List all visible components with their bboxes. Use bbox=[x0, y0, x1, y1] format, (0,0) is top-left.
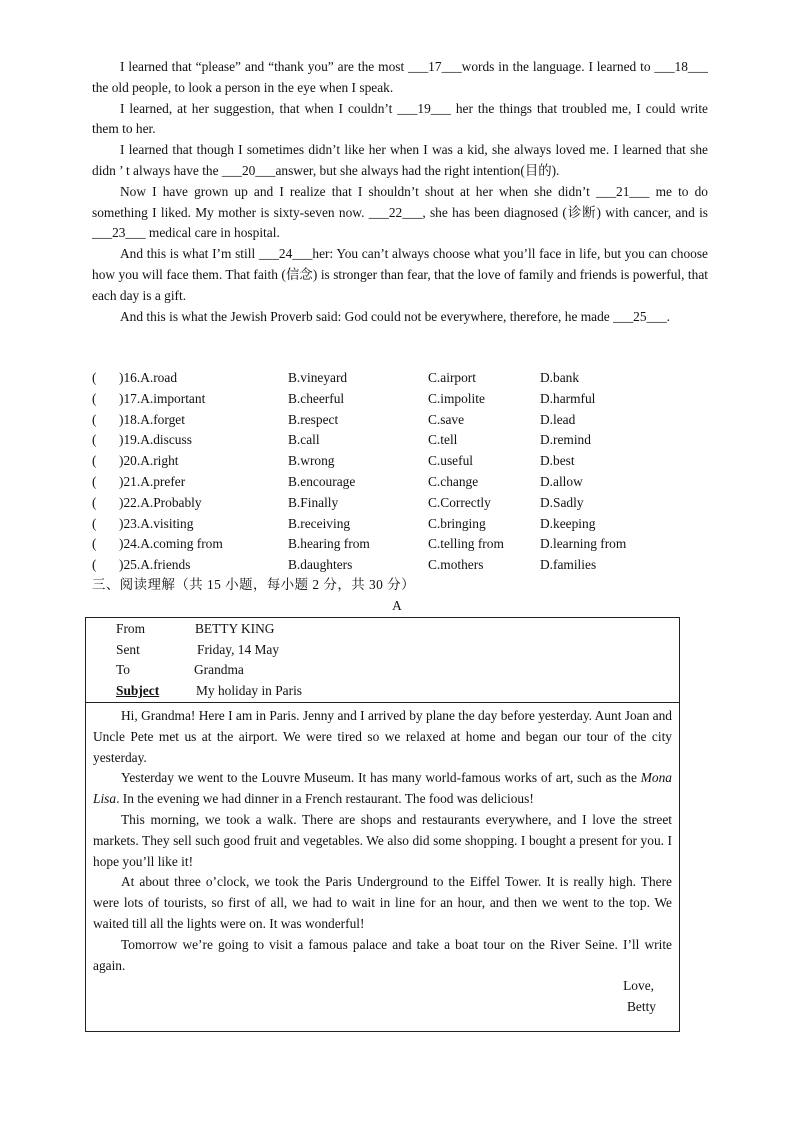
to-value: Grandma bbox=[194, 662, 244, 677]
option-b: B.respect bbox=[288, 411, 339, 427]
from-label: From bbox=[116, 621, 146, 636]
option-c: C.telling from bbox=[428, 536, 504, 552]
subject-value: My holiday in Paris bbox=[196, 683, 303, 698]
option-d: D.best bbox=[540, 453, 575, 469]
option-a bbox=[119, 472, 185, 493]
email-header bbox=[86, 618, 679, 703]
option-a bbox=[119, 514, 193, 535]
email-paragraph: Tomorrow we’re going to visit a famous palace and take a boat tour on the River Seine. I’ll write again. bbox=[93, 936, 672, 973]
option-c: C.impolite bbox=[428, 390, 485, 406]
choice-list bbox=[92, 368, 692, 576]
cloze-paragraph: I learned, at her suggestion, that when I couldn’t ___19___ her the things that troubled me, I could write them to her. bbox=[92, 100, 708, 137]
question-row bbox=[92, 514, 692, 535]
answer-paren[interactable]: ( bbox=[92, 411, 97, 427]
question-row bbox=[92, 430, 692, 451]
option-c: C.useful bbox=[428, 453, 474, 469]
question-row bbox=[92, 410, 692, 431]
cloze-paragraph: I learned that “please” and “thank you” are the most ___17___words in the language. I learned to ___18___ the old people, to look a person in the eye when I speak. bbox=[92, 59, 708, 95]
option-d: D.lead bbox=[540, 411, 576, 427]
question-row bbox=[92, 451, 692, 472]
cloze-paragraph: I learned that though I sometimes didn’t like her when I was a kid, she always loved me. I learned that she didn ’ t always have the ___20___answer, but she always had the right intention(目的). bbox=[92, 142, 708, 178]
section-title: 三、阅读理解（共 15 小题，每小题 2 分，共 30 分） bbox=[92, 577, 415, 592]
email-body bbox=[86, 706, 679, 1018]
option-a-text: A.forget bbox=[140, 411, 185, 427]
option-b: B.receiving bbox=[288, 515, 351, 531]
option-d: D.learning from bbox=[540, 536, 627, 552]
option-a bbox=[119, 389, 205, 410]
email-paragraph: This morning, we took a walk. There are shops and restaurants everywhere, and I love the street markets. They sell such good fruit and vegetables. We also did some shopping. I bought a present for you. I hope you’ll like it! bbox=[93, 811, 672, 869]
answer-paren[interactable]: ( bbox=[92, 536, 97, 552]
option-a bbox=[119, 430, 192, 451]
option-c: C.airport bbox=[428, 370, 476, 385]
option-a-text: A.important bbox=[140, 390, 206, 406]
option-a-text: A.prefer bbox=[140, 473, 186, 489]
option-c: C.save bbox=[428, 411, 465, 427]
option-a bbox=[119, 451, 179, 472]
option-a bbox=[119, 493, 202, 514]
question-row bbox=[92, 534, 692, 555]
question-number: )17. bbox=[119, 390, 141, 406]
option-a bbox=[119, 410, 185, 431]
email-box bbox=[85, 617, 680, 1032]
email-text: . In the evening we had dinner in a French restaurant. The food was delicious! bbox=[116, 791, 534, 807]
option-a-text: A.visiting bbox=[140, 515, 194, 531]
option-d: D.allow bbox=[540, 473, 583, 489]
option-b: B.call bbox=[288, 432, 320, 448]
email-paragraph bbox=[93, 768, 672, 810]
option-a bbox=[119, 368, 177, 389]
cloze-paragraph: Now I have grown up and I realize that I shouldn’t shout at her when she didn’t ___21___ me to do something I liked. My mother is sixty-seven now. ___22___, she has been diagnosed (诊断) with cancer, and is ___23___ medical care in hospital. bbox=[92, 183, 708, 241]
option-c: C.change bbox=[428, 473, 479, 489]
answer-paren[interactable]: ( bbox=[92, 557, 97, 573]
option-c: C.mothers bbox=[428, 557, 484, 573]
option-b: B.encourage bbox=[288, 473, 356, 489]
answer-paren[interactable]: ( bbox=[92, 494, 97, 510]
artwork-title: Mona Lisa bbox=[93, 770, 672, 807]
question-row bbox=[92, 555, 692, 576]
option-d: D.harmful bbox=[540, 390, 596, 406]
subject-label: Subject bbox=[116, 683, 160, 698]
cloze-paragraph: And this is what I’m still ___24___her: You can’t always choose what you’ll face in life, but you can choose how you will face them. That faith (信念) is stronger than fear, that the love of family and friends is powerful, that each day is a gift. bbox=[92, 246, 708, 303]
option-a-text: A.coming from bbox=[140, 536, 223, 552]
email-paragraph: Hi, Grandma! Here I am in Paris. Jenny and I arrived by plane the day before yesterday. Aunt Joan and Uncle Pete met us at the airport. We were tired so we relaxed at home and began our tour of the city yesterday. bbox=[93, 708, 672, 765]
option-b: B.daughters bbox=[288, 557, 353, 573]
option-a-text: A.friends bbox=[140, 557, 191, 573]
option-a bbox=[119, 555, 190, 576]
option-c: C.bringing bbox=[428, 515, 486, 531]
answer-paren[interactable]: ( bbox=[92, 453, 97, 469]
option-d: D.keeping bbox=[540, 515, 596, 531]
question-number: )23. bbox=[119, 515, 141, 531]
option-d: D.remind bbox=[540, 432, 591, 448]
question-number: )24. bbox=[119, 536, 141, 552]
question-row bbox=[92, 493, 692, 514]
email-signature: Betty bbox=[626, 999, 656, 1015]
email-paragraph: At about three o’clock, we took the Paris Underground to the Eiffel Tower. It is really high. There were lots of tourists, so first of all, we had to wait in line for an hour, and then we went to the top. We waited till all the lights were on. It was wonderful! bbox=[93, 874, 672, 931]
answer-paren[interactable]: ( bbox=[92, 473, 97, 489]
answer-paren[interactable]: ( bbox=[92, 370, 97, 385]
option-c: C.Correctly bbox=[428, 494, 491, 510]
to-label: To bbox=[116, 662, 130, 677]
answer-paren[interactable]: ( bbox=[92, 432, 97, 448]
option-b: B.hearing from bbox=[288, 536, 370, 552]
option-a-text: A.discuss bbox=[140, 432, 192, 448]
question-number: )18. bbox=[119, 411, 141, 427]
question-row bbox=[92, 472, 692, 493]
option-a-text: A.Probably bbox=[140, 494, 202, 510]
question-number: )21. bbox=[119, 473, 141, 489]
option-b: B.vineyard bbox=[288, 370, 348, 385]
question-row bbox=[92, 389, 692, 410]
question-number: )20. bbox=[119, 453, 141, 469]
cloze-paragraph: And this is what the Jewish Proverb said: God could not be everywhere, therefore, he made ___25___. bbox=[120, 308, 670, 324]
part-label: A bbox=[392, 598, 402, 613]
from-value: BETTY KING bbox=[195, 621, 275, 636]
option-a-text: A.road bbox=[140, 370, 178, 385]
email-text: Yesterday we went to the Louvre Museum. It has many world-famous works of art, such as the bbox=[121, 770, 641, 786]
option-a bbox=[119, 534, 223, 555]
option-c: C.tell bbox=[428, 432, 458, 448]
option-a-text: A.right bbox=[140, 453, 179, 469]
email-closing: Love, bbox=[623, 978, 654, 994]
sent-value: Friday, 14 May bbox=[197, 642, 280, 657]
question-number: )19. bbox=[119, 432, 141, 448]
question-number: )22. bbox=[119, 494, 141, 510]
sent-label: Sent bbox=[116, 642, 140, 657]
option-b: B.wrong bbox=[288, 453, 335, 469]
answer-paren[interactable]: ( bbox=[92, 515, 97, 531]
option-d: D.bank bbox=[540, 370, 580, 385]
cloze-passage bbox=[92, 57, 708, 327]
answer-paren[interactable]: ( bbox=[92, 390, 97, 406]
option-b: B.cheerful bbox=[288, 390, 345, 406]
option-d: D.families bbox=[540, 557, 597, 573]
question-number: )16. bbox=[119, 370, 141, 385]
option-d: D.Sadly bbox=[540, 494, 584, 510]
question-number: )25. bbox=[119, 557, 141, 573]
question-row bbox=[92, 368, 692, 389]
option-b: B.Finally bbox=[288, 494, 339, 510]
